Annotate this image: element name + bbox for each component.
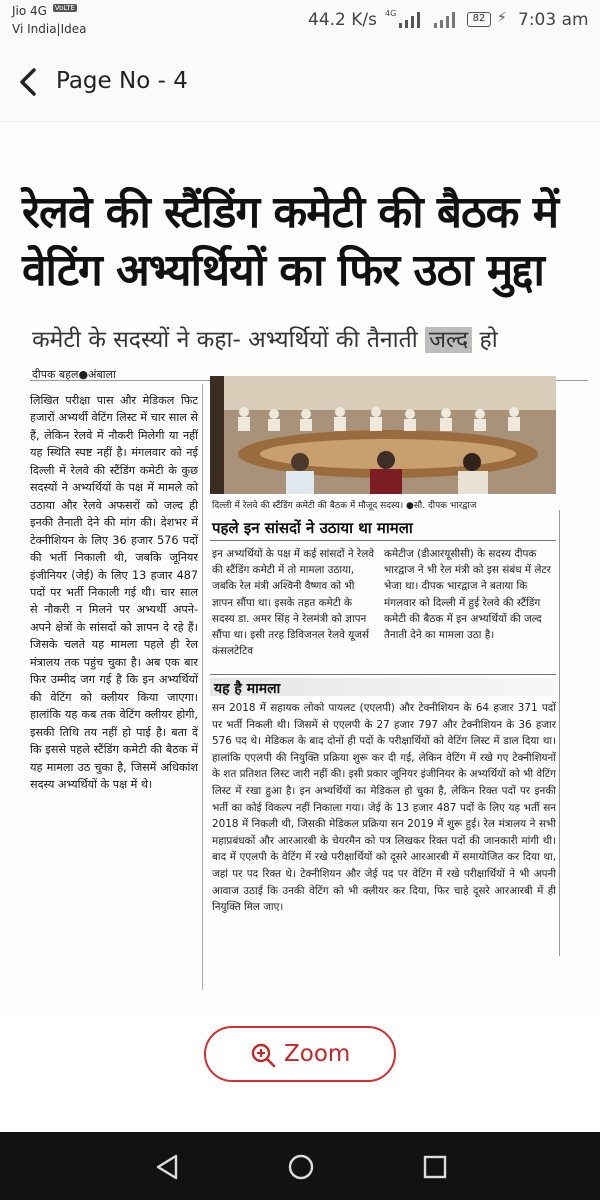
zoom-button[interactable] [204, 1026, 396, 1082]
subhead-text: कमेटी के सदस्यों ने कहा- अभ्यर्थियों की तैनाती [32, 327, 418, 353]
divider [210, 540, 556, 541]
square-recents-icon[interactable] [420, 1152, 450, 1182]
meeting-photo [210, 376, 556, 494]
zoom-in-icon [250, 1042, 276, 1068]
app-header [0, 42, 600, 122]
headline-line-1: रेलवे की स्टैंडिंग कमेटी की बैठक में [22, 187, 559, 238]
article-subhead [32, 322, 592, 354]
chevron-left-icon[interactable] [14, 64, 44, 100]
triangle-back-icon[interactable] [152, 1152, 182, 1182]
divider [210, 674, 556, 675]
signal-icon [397, 12, 425, 28]
box1-right-text: कमेटीज (डीआरयूसीसी) के सदस्य दीपक भारद्वाज ने भी रेल मंत्री को इस संबंध में लेटर भेजा था। दीपक भारद्वाज ने बताया कि मंगलवार को दिल्ली में हुई रेलवे की स्टैंडिंग कमेटी की बैठक में इन अभ्यर्थियों की जल्द तैनाती देने का मामला उठा है। [384, 548, 551, 642]
article-left-column: लिखित परीक्षा पास और मेडिकल फिट हजारों अभ्यर्थी वेटिंग लिस्ट में चार साल से हैं, लेकिन रेलवे में नौकरी मिलेगी या नहीं यह स्थिति स्पष्ट नहीं है। मंगलवार को नई दिल्ली में रेलवे की स्टैंडिंग कमेटी के कुछ सदस्यों ने अभ्यर्थियों के पक्ष में मामले को उठाया और रेलवे अफसरों को जल्द ही इनकी तैनाती देने की मांग की। देशभर में टेक्नीशियन के लिए 36 हजार 576 पदों की भर्ती निकाली थी, जबकि जूनियर इंजीनियर (जेई) के लिए 13 हजार 487 पदों पर भर्ती निकाली गई थी। चार साल से नौकरी न मिलने पर अभ्यर्थी अपने-अपने क्षेत्रों के सांसदों को ज्ञापन दे रहे हैं। जिसके चलते यह मामला पहले ही रेल मंत्रालय तक पहुंच चुका है। अब एक बार फिर उम्मीद जग गई है कि इन अभ्यर्थियों की वेटिंग को क्लीयर किया जाएगा। हालांकि यह कब तक वेटिंग क्लीयर होगी, इसकी तिथि तय नहीं हो पाई है। बता दें कि इससे पहले स्टैंडिंग कमेटी की बैठक में यह मामला उठ चुका है, जिसमें अधिकांश सदस्य अभ्यर्थियों के पक्ष में थे। [30, 394, 198, 791]
circle-home-icon[interactable] [286, 1152, 316, 1182]
zoom-label: Zoom [284, 1041, 351, 1067]
network-speed: 44.2 K/s [308, 10, 377, 30]
status-bar [0, 0, 600, 42]
newspaper-clipping [0, 122, 600, 1015]
article-byline: दीपक बहल●अंबाला [32, 368, 116, 381]
charging-icon: ⚡ [497, 10, 507, 26]
carrier-primary-label: Jio 4G [12, 4, 47, 18]
photo-caption: दिल्ली में रेलवे की स्टैंडिंग कमेटी की बैठक में मौजूद सदस्य। ●सौ. दीपक भारद्वाज [212, 501, 477, 511]
page-title: Page No - 4 [56, 68, 188, 94]
volte-badge: VoLTE [54, 4, 75, 12]
carrier-primary [12, 4, 77, 18]
signal-icon-secondary [432, 12, 460, 28]
column-divider [202, 384, 203, 990]
carrier-secondary: Vi India|Idea [12, 22, 87, 36]
subhead-highlight: जल्द [425, 327, 472, 353]
box2-title: यह है मामला [214, 681, 281, 697]
box1-left-text: इन अभ्यर्थियों के पक्ष में कई सांसदों ने रेलवे की स्टैंडिंग कमेटी में तो मामला उठाया, जबकि रेल मंत्री अश्विनी वैष्णव को भी ज्ञापन सौंपा था। इसके तहत कमेटी के सदस्य डा. अमर सिंह ने रेलमंत्री को ज्ञापन सौंपा था। इसी तरह डिविजनल रेलवे यूजर्स कंसलटेटिव [212, 548, 375, 658]
clock: 7:03 am [518, 10, 589, 30]
box2-body-text: सन 2018 में सहायक लोको पायलट (एएलपी) और टेक्नीशियन के 64 हजार 371 पदों पर भर्ती निकली थी। जिसमें से एएलपी के 27 हजार 797 और टेक्नीशियन के 36 हजार 576 पद थे। मेडिकल के बाद दोनों ही पदों के परीक्षार्थियों को वेटिंग लिस्ट में डाल दिया था। हालांकि एएलपी की नियुक्ति प्रक्रिया शुरू कर दी गई, लेकिन वेटिंग में रखे गए टेक्नीशियनों के शत प्रतिशत लिस्ट जारी नहीं की। इसी प्रकार जूनियर इंजीनियर के अभ्यर्थियों को भी वेटिंग लिस्ट में रखा हुआ है। इन अभ्यर्थियों का मेडिकल हो चुका है, लेकिन रिक्त पदों पर इनकी भर्ती का कोई विकल्प नहीं निकाला गया। जेई के 13 हजार 487 पदों के लिए यह भर्ती सन 2018 में निकली थी, जिसकी मेडिकल प्रक्रिया सन 2019 में शुरू हुई। रेल मंत्रालय ने सभी महाप्रबंधकों और आरआरबी के चेयरमैन को पत्र लिखकर रिक्त पदों की जानकारी मांगी थी। बाद में एएलपी के वेटिंग में रखे परीक्षार्थियों को दूसरे आरआरबी में समायोजित कर दिया था, जहां पर पद रिक्त थे। टेक्नीशियन और जेई पद पर वेटिंग में रखे परीक्षार्थियों ने भी अपनी आवाज उठाई कि उनकी वेटिंग को भी क्लीयर कर दिया, फिर चाहे दूसरे आरआरबी में ही नियुक्ति मिल जाए। [212, 702, 556, 914]
box1-title: पहले इन सांसदों ने उठाया था मामला [212, 519, 413, 537]
network-type: 4G [385, 9, 397, 18]
subhead-end: हो [479, 327, 498, 353]
headline-line-2: वेटिंग अभ्यर्थियों का फिर उठा मुद्दा [22, 245, 544, 296]
article-headline [22, 184, 582, 300]
navigation-bar [0, 1132, 600, 1200]
battery-icon: 82 [467, 12, 491, 27]
